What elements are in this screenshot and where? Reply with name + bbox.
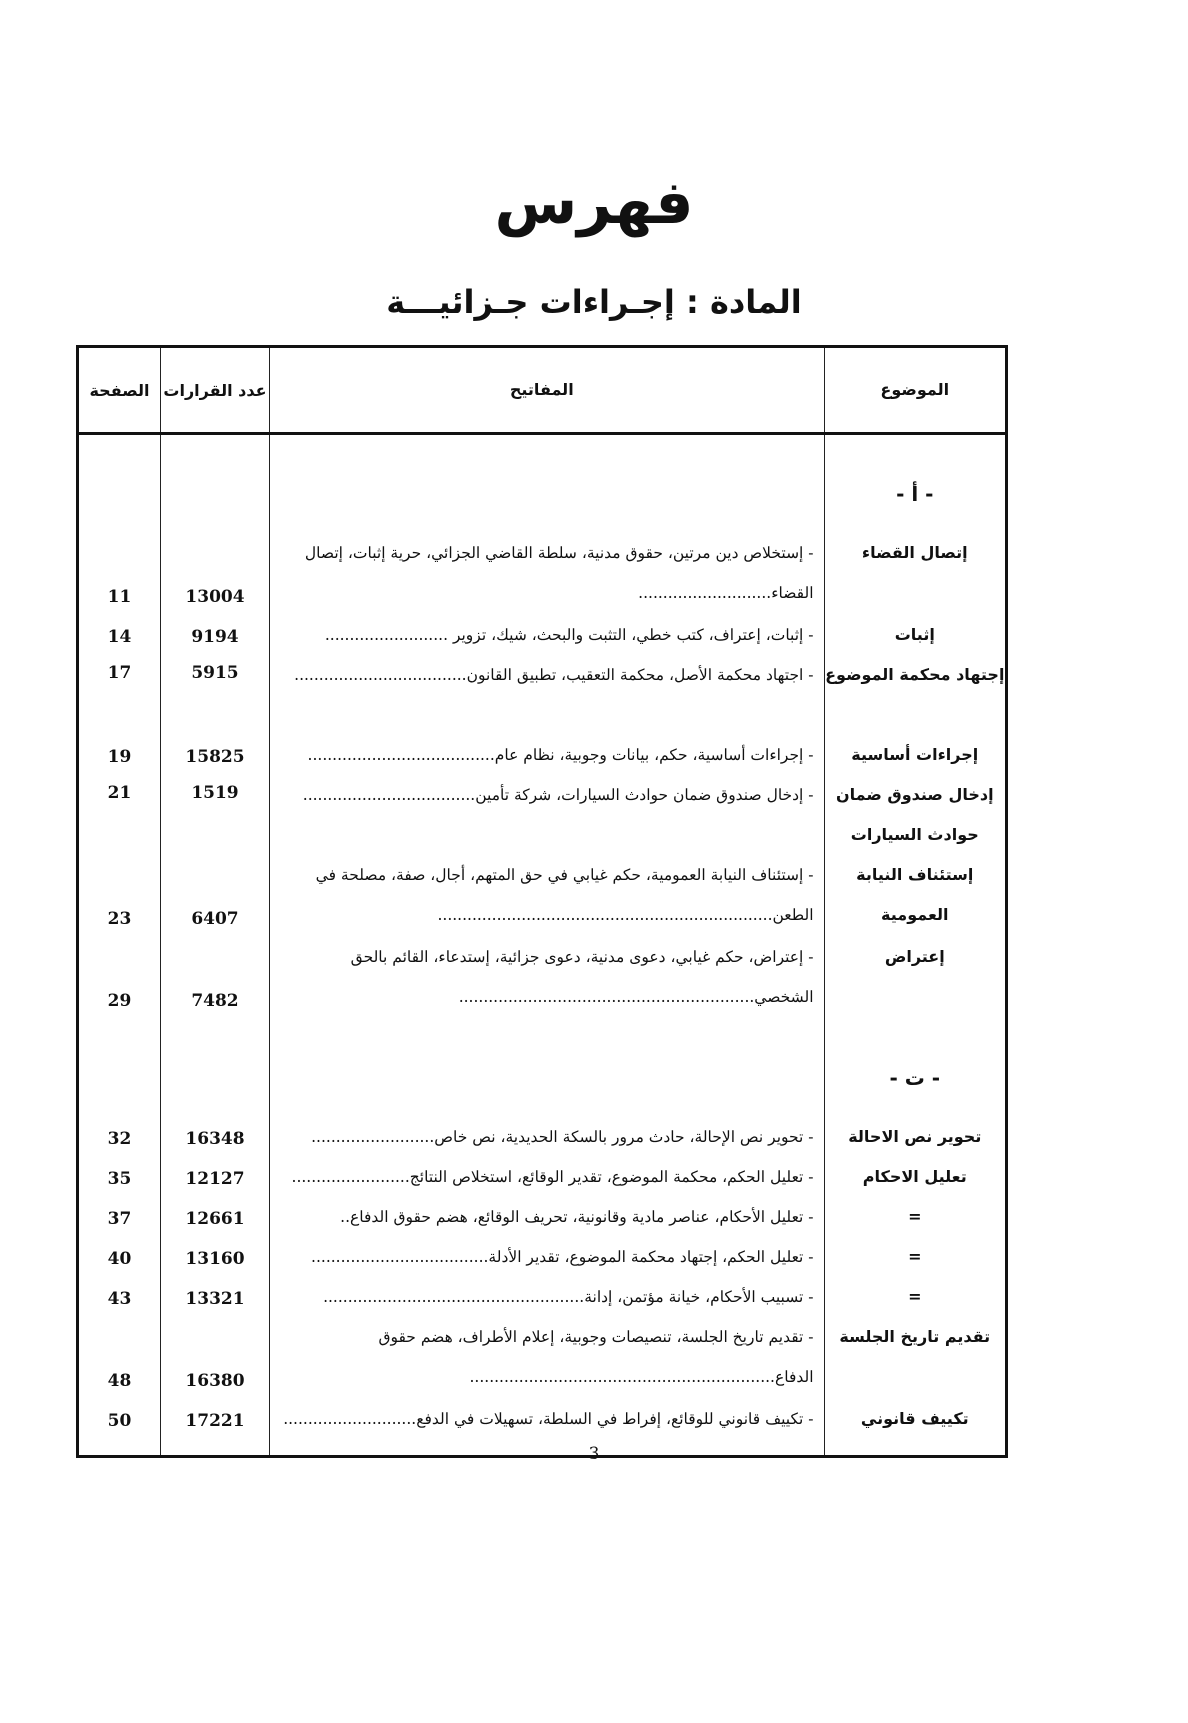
row-page: 14: [78, 615, 161, 655]
row-page: 21: [78, 775, 161, 855]
row-subject: تعليل الاحكام: [824, 1157, 1006, 1197]
row-subject: إدخال صندوق ضمان حوادث السيارات: [824, 775, 1006, 855]
row-count: 15825: [160, 735, 269, 775]
page-number: 3: [588, 1444, 600, 1464]
header-page: الصفحة: [78, 347, 161, 434]
header-keywords: المفاتيح: [270, 347, 825, 434]
row-count: 13004: [160, 533, 269, 615]
row-page: 19: [78, 735, 161, 775]
row-count: 1519: [160, 775, 269, 855]
page-subtitle: المادة : إجـراءات جـزائيـــة: [386, 283, 802, 321]
section-letter: - ت -: [824, 1019, 1006, 1117]
table-header-row: [78, 347, 1007, 434]
row-subject: =: [824, 1277, 1006, 1317]
row-count: 13321: [160, 1277, 269, 1317]
row-keywords: - تكييف قانوني للوقائع، إفراط في السلطة، تسهيلات في الدفع...........................: [270, 1399, 825, 1439]
row-subject: إثبات: [824, 615, 1006, 655]
row-subject: إجتهاد محكمة الموضوع: [824, 655, 1006, 735]
table-row: [78, 655, 1007, 735]
row-subject: إتصال القضاء: [824, 533, 1006, 615]
row-page: 48: [78, 1317, 161, 1399]
row-page: 29: [78, 937, 161, 1019]
row-count: 6407: [160, 855, 269, 937]
row-keywords: - إستخلاص دين مرتين، حقوق مدنية، سلطة القاضي الجزائي، حرية إثبات، إتصال القضاء...........................: [270, 533, 825, 615]
index-table: [76, 345, 1008, 1458]
table-row: [78, 1237, 1007, 1277]
row-subject: إعتراض: [824, 937, 1006, 1019]
header-subject: الموضوع: [824, 347, 1006, 434]
row-page: 32: [78, 1117, 161, 1157]
table-row: [78, 735, 1007, 775]
row-count: 17221: [160, 1399, 269, 1439]
table-row: [78, 615, 1007, 655]
table-row: [78, 1277, 1007, 1317]
table-row: [78, 775, 1007, 855]
row-subject: =: [824, 1197, 1006, 1237]
row-page: 23: [78, 855, 161, 937]
row-subject: إستئناف النيابة العمومية: [824, 855, 1006, 937]
row-keywords: - تحوير نص الإحالة، حادث مرور بالسكة الحديدية، نص خاص.........................: [270, 1117, 825, 1157]
table-row: [78, 855, 1007, 937]
row-page: 43: [78, 1277, 161, 1317]
row-page: 40: [78, 1237, 161, 1277]
table-row: [78, 1399, 1007, 1439]
row-subject: تكييف قانوني: [824, 1399, 1006, 1439]
row-keywords: - إدخال صندوق ضمان حوادث السيارات، شركة تأمين...................................: [270, 775, 825, 855]
table-row: [78, 1117, 1007, 1157]
row-page: 35: [78, 1157, 161, 1197]
row-subject: تقديم تاريخ الجلسة: [824, 1317, 1006, 1399]
row-keywords: - تعليل الأحكام، عناصر مادية وقانونية، تحريف الوقائع، هضم حقوق الدفاع..: [270, 1197, 825, 1237]
row-keywords: - تعليل الحكم، إجتهاد محكمة الموضوع، تقدير الأدلة....................................: [270, 1237, 825, 1277]
table-row: [78, 1317, 1007, 1399]
row-page: 11: [78, 533, 161, 615]
row-count: 7482: [160, 937, 269, 1019]
row-subject: إجراءات أساسية: [824, 735, 1006, 775]
row-page: 37: [78, 1197, 161, 1237]
row-subject: =: [824, 1237, 1006, 1277]
section-letter-row: [78, 434, 1007, 534]
row-keywords: - تقديم تاريخ الجلسة، تنصيصات وجوبية، إعلام الأطراف، هضم حقوق الدفاع..............................................................: [270, 1317, 825, 1399]
section-letter-row: [78, 1019, 1007, 1117]
row-subject: تحوير نص الاحالة: [824, 1117, 1006, 1157]
table-row: [78, 937, 1007, 1019]
row-count: 16348: [160, 1117, 269, 1157]
row-count: 12127: [160, 1157, 269, 1197]
row-count: 5915: [160, 655, 269, 735]
row-keywords: - إستئناف النيابة العمومية، حكم غيابي في حق المتهم، أجال، صفة، مصلحة في الطعن....................................................................: [270, 855, 825, 937]
row-keywords: - إعتراض، حكم غيابي، دعوى مدنية، دعوى جزائية، إستدعاء، القائم بالحق الشخصي............................................................: [270, 937, 825, 1019]
row-keywords: - تعليل الحكم، محكمة الموضوع، تقدير الوقائع، استخلاص النتائج........................: [270, 1157, 825, 1197]
row-page: 17: [78, 655, 161, 735]
row-count: 13160: [160, 1237, 269, 1277]
row-keywords: - تسبيب الأحكام، خيانة مؤتمن، إدانة.....................................................: [270, 1277, 825, 1317]
page-title: فهرس: [494, 168, 694, 238]
header-decisions-count: عدد القرارات: [160, 347, 269, 434]
row-count: 9194: [160, 615, 269, 655]
row-keywords: - اجتهاد محكمة الأصل، محكمة التعقيب، تطبيق القانون...................................: [270, 655, 825, 735]
row-count: 12661: [160, 1197, 269, 1237]
table-row: [78, 533, 1007, 615]
row-keywords: - إجراءات أساسية، حكم، بيانات وجوبية، نظام عام......................................: [270, 735, 825, 775]
row-page: 50: [78, 1399, 161, 1439]
table-row: [78, 1157, 1007, 1197]
table-row: [78, 1197, 1007, 1237]
row-count: 16380: [160, 1317, 269, 1399]
row-keywords: - إثبات، إعتراف، كتب خطي، التثبت والبحث، شيك، تزوير .........................: [270, 615, 825, 655]
section-letter: - أ -: [824, 434, 1006, 534]
